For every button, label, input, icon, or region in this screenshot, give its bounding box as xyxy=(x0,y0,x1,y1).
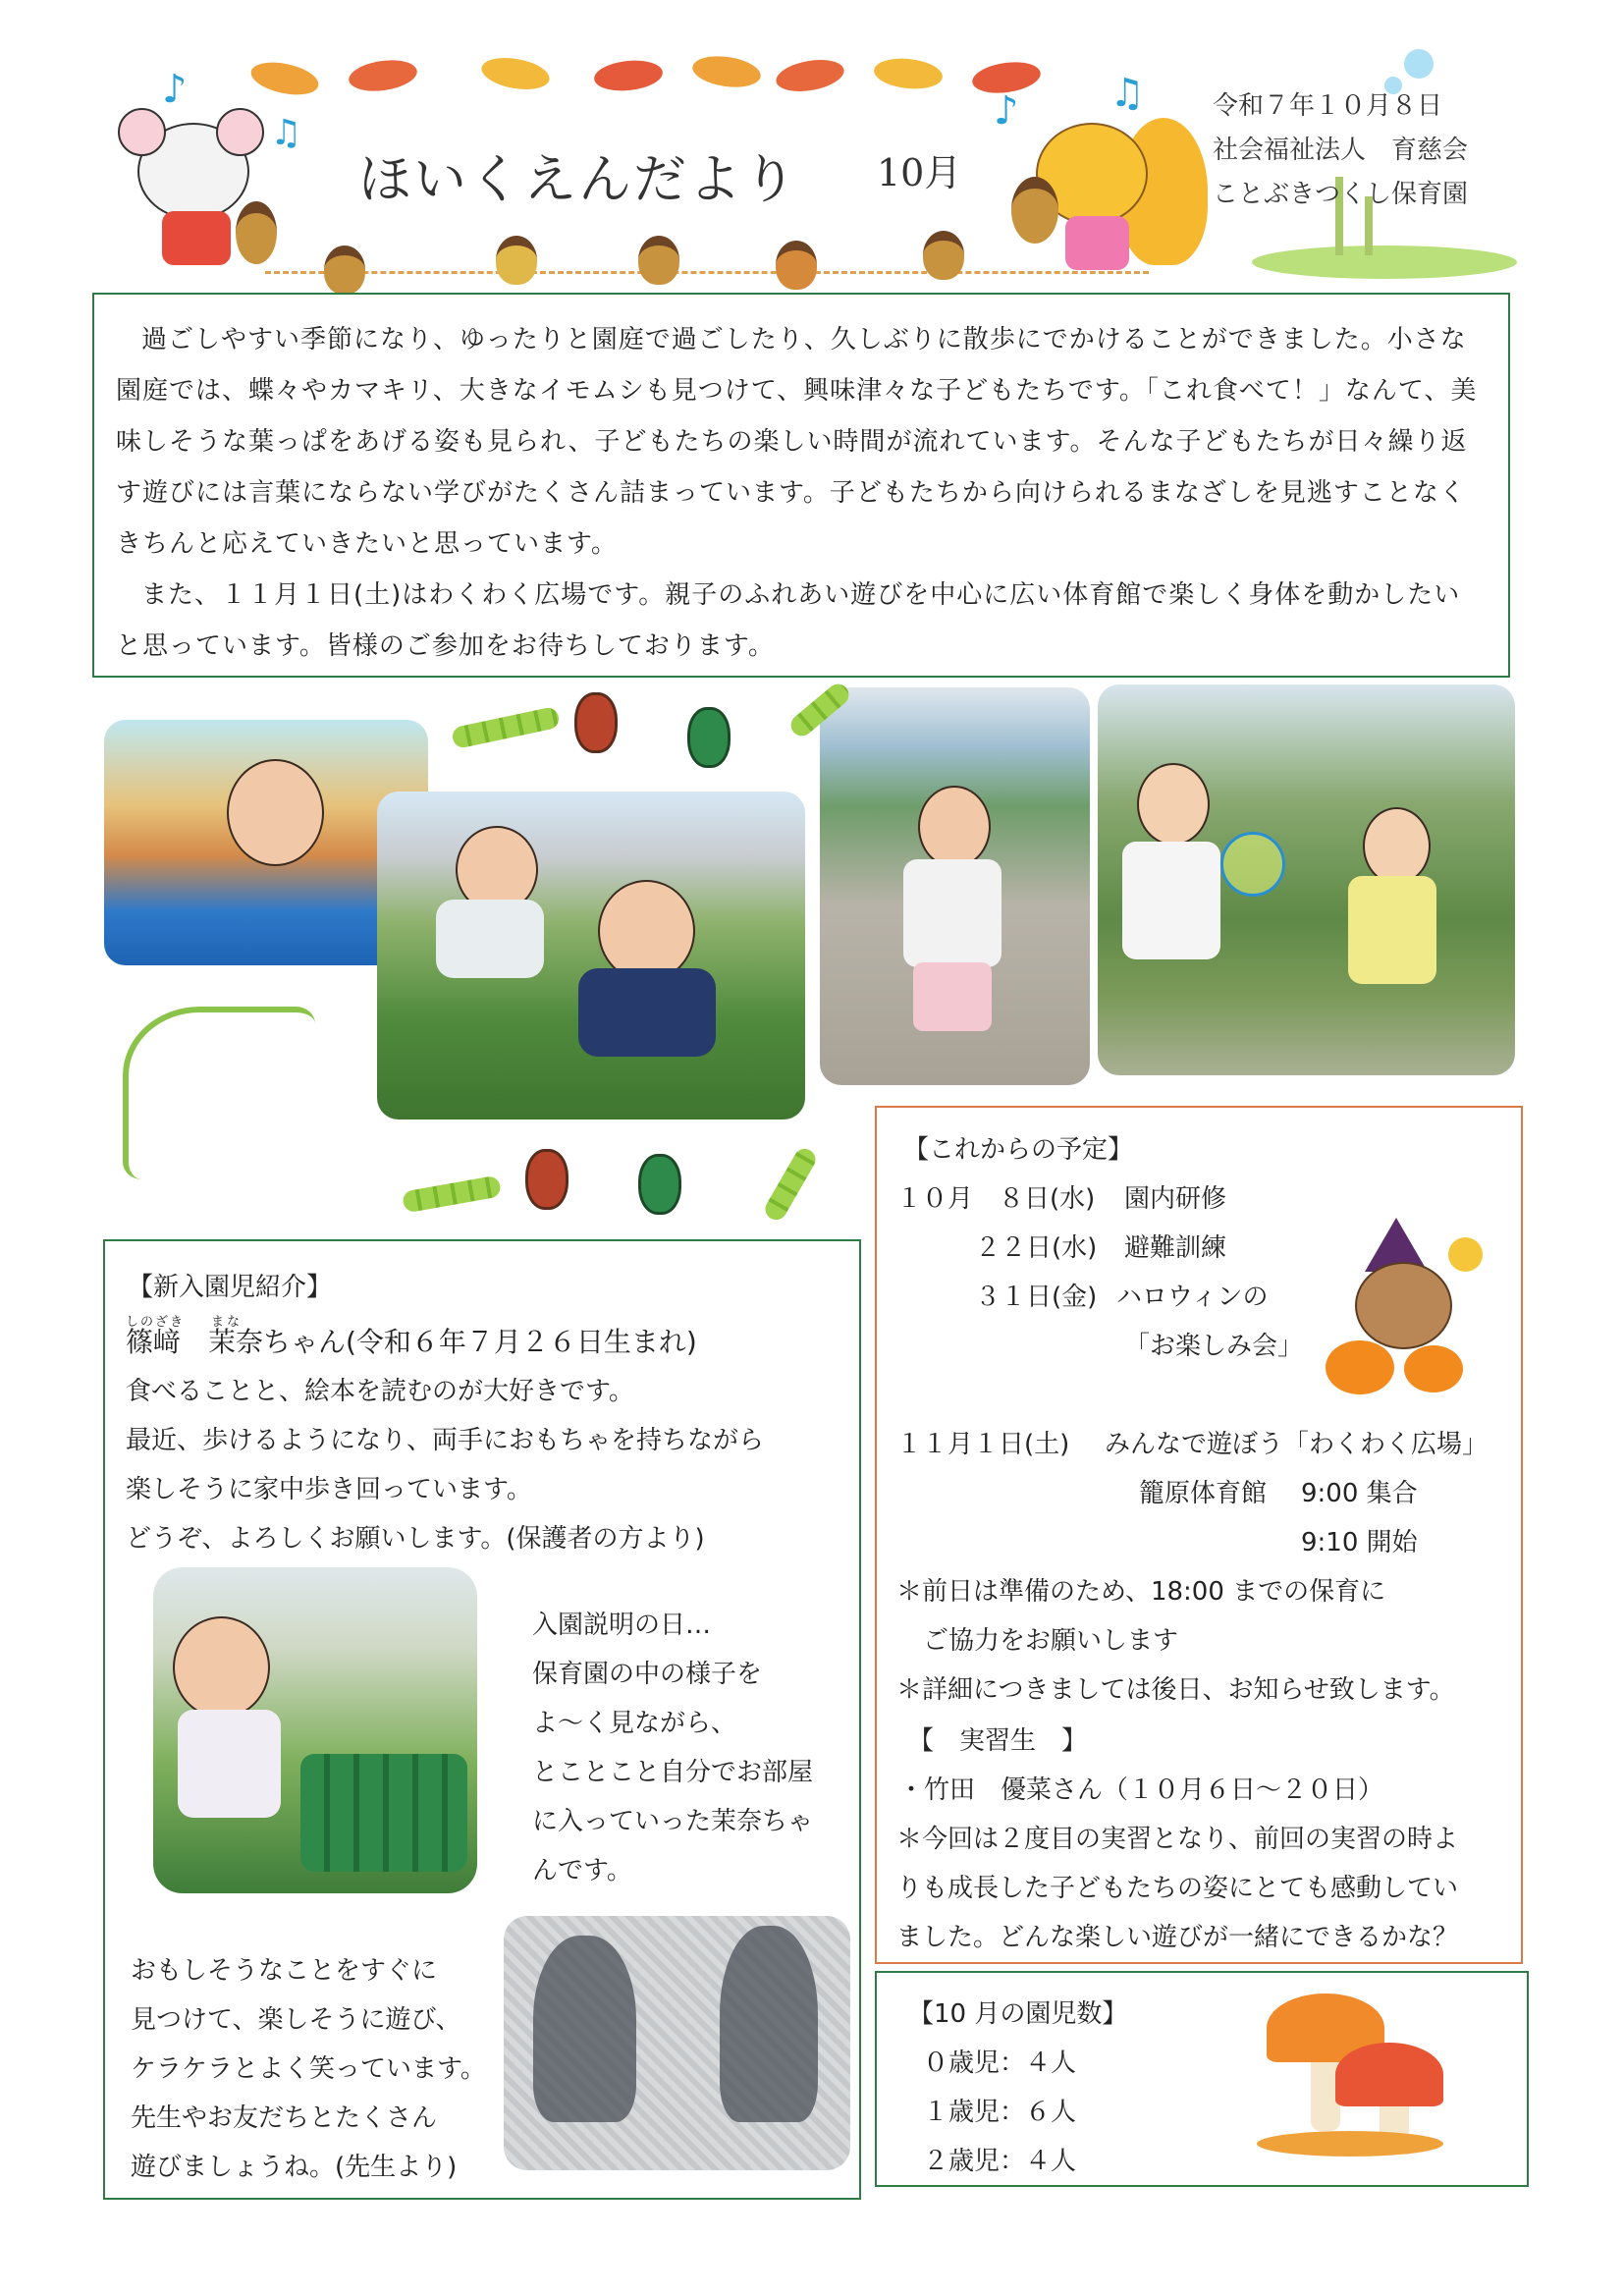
beetle-icon xyxy=(638,1154,681,1215)
trainee-comment: ＊今回は２度目の実習となり、前回の実習の時よ xyxy=(896,1825,1459,1854)
newsletter-month: 10月 xyxy=(877,151,962,194)
grass-hill-icon xyxy=(1252,246,1517,279)
schedule-time: 9:10 開始 xyxy=(1301,1528,1418,1557)
description-line: 食べることと、絵本を読むのが大好きです。 xyxy=(126,1377,634,1406)
chestnut-icon xyxy=(496,236,537,285)
caterpillar-icon xyxy=(761,1145,819,1224)
caption-line: おもしそうなことをすぐに xyxy=(131,1956,438,1986)
schedule-date: １１月１日(土) xyxy=(896,1430,1070,1459)
photo-new-student-walking xyxy=(153,1567,477,1893)
caption-line: ケラケラとよく笑っています。 xyxy=(131,2054,486,2084)
leaf-icon xyxy=(248,57,322,100)
caption-line: に入っていった茉奈ちゃ xyxy=(532,1807,814,1836)
name-ruby-surname: しのざき xyxy=(126,1315,186,1330)
schedule-title: 【これからの予定】 xyxy=(903,1135,1134,1165)
caption-line: 保育園の中の様子を xyxy=(532,1660,763,1689)
intro-paragraph-2: また、１１月１日(土)はわくわく広場です。親子のふれあい遊びを中心に広い体育館で楽しく身体を動かしたいと思っています。皆様のご参加をお待ちしております。 xyxy=(116,580,1461,661)
caption-line: んです。 xyxy=(532,1856,632,1885)
intro-box xyxy=(92,293,1510,678)
trainee-title: 【 実習生 】 xyxy=(908,1726,1088,1756)
music-note-icon: ♫ xyxy=(1110,71,1145,116)
leaf-icon xyxy=(774,55,846,96)
mushroom-icon xyxy=(1257,1994,1443,2160)
description-line: 楽しそうに家中歩き回っています。 xyxy=(126,1475,532,1504)
caption-line: 入園説明の日… xyxy=(532,1611,712,1640)
music-note-icon: ♫ xyxy=(270,113,302,153)
enrollment-count-row: １歳児：６人 xyxy=(923,2098,1077,2127)
acorn-icon xyxy=(923,231,964,280)
enrollment-count-row: ０歳児：４人 xyxy=(923,2048,1077,2078)
beetle-icon xyxy=(687,707,731,768)
acorn-icon xyxy=(324,246,365,295)
squirrel-character-icon xyxy=(1011,108,1208,285)
enrollment-count-title: 【10 月の園児数】 xyxy=(908,1999,1128,2029)
schedule-event: ハロウィンの xyxy=(1116,1283,1269,1312)
music-note-icon: ♪ xyxy=(162,67,188,112)
new-student-name: 篠﨑 茉奈ちゃん(令和６年７月２６日生まれ) xyxy=(126,1326,697,1358)
photo-children-catching-bugs xyxy=(1098,684,1515,1075)
organization-name: 社会福祉法人 育慈会 xyxy=(1213,136,1469,165)
cicada-icon xyxy=(525,1149,568,1210)
new-student-title: 【新入園児紹介】 xyxy=(128,1273,333,1302)
nursery-name: ことぶきつくし保育園 xyxy=(1213,180,1469,209)
mouse-character-icon xyxy=(118,108,275,275)
schedule-note: ＊詳細につきましては後日、お知らせ致します。 xyxy=(896,1675,1455,1705)
leaf-icon xyxy=(479,53,552,94)
schedule-event: みんなで遊ぼう「わくわく広場」 xyxy=(1105,1430,1489,1459)
caption-line: とことこと自分でお部屋 xyxy=(532,1758,814,1787)
trainee-name: ・竹田 優菜さん（１０月６日～２０日） xyxy=(898,1775,1384,1805)
newsletter-title: ほいくえんだより xyxy=(358,148,798,210)
enrollment-count-row: ２歳児：４人 xyxy=(923,2147,1077,2176)
caption-line: 遊びましょうね。(先生より) xyxy=(131,2153,458,2182)
trainee-comment: りも成長した子どもたちの姿にとても感動してい xyxy=(896,1874,1459,1903)
acorn-icon xyxy=(638,236,679,285)
schedule-event: 「お楽しみ会」 xyxy=(1124,1332,1304,1361)
schedule-date: ２２日(水) xyxy=(975,1233,1098,1263)
header-info xyxy=(1213,84,1468,217)
praying-mantis-icon xyxy=(123,1007,315,1179)
music-note-icon: ♪ xyxy=(994,88,1019,134)
caption-line: よ～く見ながら、 xyxy=(532,1709,737,1738)
issue-date: 令和７年１０月８日 xyxy=(1213,91,1443,121)
new-student-description xyxy=(126,1367,764,1563)
schedule-date: ３１日(金) xyxy=(975,1283,1098,1312)
caterpillar-icon xyxy=(402,1174,502,1213)
schedule-note: ご協力をお願いします xyxy=(923,1626,1179,1656)
chestnut-icon xyxy=(776,241,817,290)
schedule-event: 避難訓練 xyxy=(1124,1233,1227,1263)
schedule-event: 園内研修 xyxy=(1124,1184,1227,1214)
name-ruby-given: まな xyxy=(211,1315,244,1330)
photo-child-walking xyxy=(820,687,1090,1085)
intro-paragraph-1: 過ごしやすい季節になり、ゆったりと園庭で過ごしたり、久しぶりに散歩にでかけることができました。小さな園庭では、蝶々やカマキリ、大きなイモムシも見つけて、興味津々な子どもたちです。「これ食べて！」なんて、美味しそうな葉っぱをあげる姿も見られ、子どもたちの楽しい時間が流れています。そんな子どもたちが日々繰り返す遊びには言葉にならない学びがたくさん詰まっています。子どもたちから向けられるまなざしを見逃すことなくきちんと応えていきたいと思っています。 xyxy=(116,325,1478,559)
description-line: 最近、歩けるようになり、両手におもちゃを持ちながら xyxy=(126,1426,765,1455)
bubble-icon xyxy=(1404,49,1434,79)
photo-caption-bottom xyxy=(131,1946,486,2192)
halloween-bear-icon xyxy=(1326,1218,1492,1394)
description-line: どうぞ、よろしくお願いします。(保護者の方より) xyxy=(126,1524,705,1554)
leaf-icon xyxy=(873,55,945,91)
schedule-time: 9:00 集合 xyxy=(1301,1479,1418,1508)
leaf-icon xyxy=(593,57,665,93)
leaf-icon xyxy=(347,56,418,94)
photo-children-crawling-on-grass xyxy=(377,792,805,1120)
leaf-icon xyxy=(690,52,762,90)
trainee-comment: ました。どんな楽しい遊びが一緒にできるかな？ xyxy=(896,1923,1459,1952)
caterpillar-icon xyxy=(451,706,561,749)
photo-blurred-children-playing xyxy=(504,1916,850,2170)
schedule-place: 籠原体育館 xyxy=(1139,1479,1268,1508)
caption-line: 見つけて、楽しそうに遊び、 xyxy=(131,2005,461,2035)
schedule-date: １０月 ８日(水) xyxy=(896,1184,1096,1214)
photo-caption-right xyxy=(532,1601,813,1895)
schedule-note: ＊前日は準備のため、18:00 までの保育に xyxy=(896,1577,1386,1607)
caption-line: 先生やお友だちとたくさん xyxy=(131,2103,438,2133)
cicada-icon xyxy=(574,692,618,753)
